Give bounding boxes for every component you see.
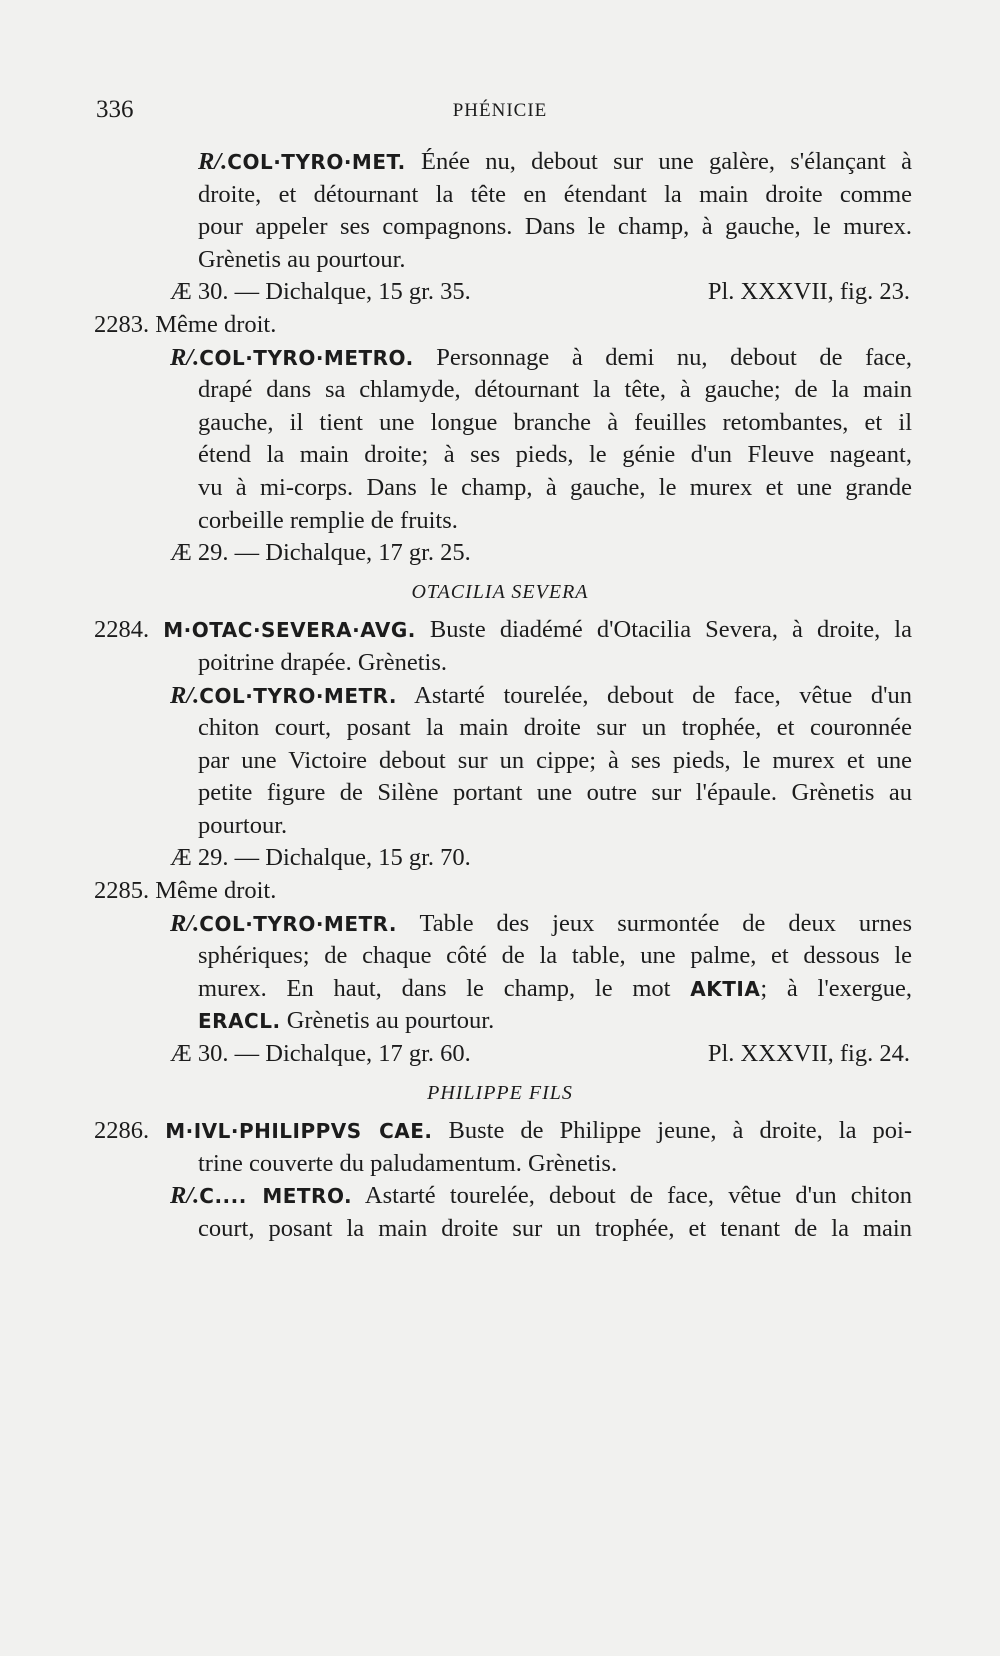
text-line xyxy=(170,680,912,713)
line-text: Astarté tourelée, debout de face, vêtue d'un chiton xyxy=(352,1182,912,1210)
line-text: trine couverte du paludamentum. Grènetis. xyxy=(198,1149,618,1177)
line-text: Astarté tourelée, debout de face, vêtue d'un xyxy=(397,681,912,709)
coin-legend: COL·TYRO·METR. xyxy=(199,683,398,708)
text-line xyxy=(170,1180,912,1213)
line-text: Énée nu, debout sur une galère, s'élançant à xyxy=(405,148,912,175)
reverse-symbol: R/. xyxy=(198,148,228,175)
line-text: étend la main droite; à ses pieds, le génie d'un Fleuve nageant, xyxy=(198,441,912,469)
text-line xyxy=(198,810,912,843)
coin-legend: COL·TYRO·METR. xyxy=(199,911,398,936)
line-text: par une Victoire debout sur un cippe; à ses pieds, le murex et une xyxy=(198,746,912,774)
plate-reference: Pl. XXXVII, fig. 23. xyxy=(707,278,910,306)
text-line xyxy=(198,472,912,505)
line-text: Personnage à demi nu, debout de face, xyxy=(413,343,912,371)
line-text: 2284. xyxy=(94,616,164,644)
coin-legend: COL·TYRO·METRO. xyxy=(199,345,414,370)
line-text: Æ 29. — Dichalque, 15 gr. 70. xyxy=(170,844,471,872)
line-text: 2286. xyxy=(94,1117,166,1145)
text-line xyxy=(198,211,912,244)
coin-legend: COL·TYRO·MET. xyxy=(227,150,406,174)
text-line xyxy=(170,276,910,309)
text-line xyxy=(170,842,912,875)
line-text: Buste de Philippe jeune, à droite, la poi- xyxy=(432,1117,912,1145)
line-text: sphériques; de chaque côté de la table, une palme, et dessous le xyxy=(198,942,912,970)
coin-legend: M·OTAC·SEVERA·AVG. xyxy=(163,618,416,643)
line-text: chiton court, posant la main droite sur un trophée, et couronnée xyxy=(198,714,912,742)
section-heading: PHILIPPE FILS xyxy=(427,1081,573,1104)
line-text: Æ 30. — Dichalque, 15 gr. 35. xyxy=(170,278,471,306)
text-line xyxy=(198,439,912,472)
plate-reference: Pl. XXXVII, fig. 24. xyxy=(707,1040,910,1068)
text-line xyxy=(198,647,912,680)
text-line xyxy=(94,614,912,647)
text-line xyxy=(170,342,912,375)
text-line xyxy=(198,407,912,440)
text-line xyxy=(198,179,912,212)
text-line xyxy=(198,1148,912,1181)
reverse-symbol: R/. xyxy=(170,681,200,709)
line-text: 2285. Même droit. xyxy=(94,877,277,905)
text-line xyxy=(170,1038,910,1071)
text-line xyxy=(198,973,912,1006)
page-number: 336 xyxy=(96,96,134,123)
text-line xyxy=(170,908,912,941)
running-title: PHÉNICIE xyxy=(452,100,548,121)
text-line xyxy=(198,745,912,778)
text-line xyxy=(198,1213,912,1246)
page-header xyxy=(0,96,1000,126)
text-line xyxy=(198,505,912,538)
section-heading: OTACILIA SEVERA xyxy=(411,580,589,603)
text-line xyxy=(198,244,912,277)
text-line xyxy=(198,940,912,973)
coin-legend: AKTIA xyxy=(690,976,761,1001)
line-text: murex. En haut, dans le champ, le mot xyxy=(198,974,691,1002)
coin-legend: M·IVL·PHILIPPVS CAE. xyxy=(165,1119,433,1144)
text-line xyxy=(94,1115,912,1148)
reverse-symbol: R/. xyxy=(170,343,200,371)
line-text: ; à l'exergue, xyxy=(760,974,912,1002)
line-text: Æ 29. — Dichalque, 17 gr. 25. xyxy=(170,539,471,567)
reverse-symbol: R/. xyxy=(170,1182,200,1210)
line-text: petite figure de Silène portant une outre sur l'épaule. Grènetis au xyxy=(198,779,912,807)
text-line xyxy=(198,146,912,179)
line-text: 2283. Même droit. xyxy=(94,310,277,338)
text-line xyxy=(94,875,912,908)
line-text: Grènetis au pourtour. xyxy=(198,245,406,273)
text-line xyxy=(198,712,912,745)
reverse-symbol: R/. xyxy=(170,909,200,937)
text-line xyxy=(170,537,912,570)
line-text: Table des jeux surmontée de deux urnes xyxy=(397,909,912,937)
line-text: poitrine drapée. Grènetis. xyxy=(198,648,447,676)
text-line xyxy=(198,1005,912,1038)
line-text: vu à mi-corps. Dans le champ, à gauche, le murex et une grande xyxy=(198,473,912,501)
coin-legend: ERACL. xyxy=(198,1009,281,1034)
line-text: Buste diadémé d'Otacilia Severa, à droite, la xyxy=(415,616,912,644)
text-line xyxy=(198,374,912,407)
line-text: pourtour. xyxy=(198,811,288,839)
line-text: court, posant la main droite sur un trophée, et tenant de la main xyxy=(198,1215,912,1242)
text-line xyxy=(198,777,912,810)
line-text: Æ 30. — Dichalque, 17 gr. 60. xyxy=(170,1040,471,1068)
line-text: gauche, il tient une longue branche à feuilles retombantes, et il xyxy=(198,408,912,436)
line-text: drapé dans sa chlamyde, détournant la tête, à gauche; de la main xyxy=(198,376,912,404)
line-text: corbeille remplie de fruits. xyxy=(198,506,458,534)
line-text: Grènetis au pourtour. xyxy=(280,1007,495,1035)
line-text: pour appeler ses compagnons. Dans le champ, à gauche, le murex. xyxy=(198,213,912,241)
catalogue-text xyxy=(0,146,1000,1246)
text-line xyxy=(94,309,912,342)
line-text: droite, et détournant la tête en étendant la main droite comme xyxy=(198,180,912,208)
coin-legend: C.... METRO. xyxy=(199,1184,353,1209)
